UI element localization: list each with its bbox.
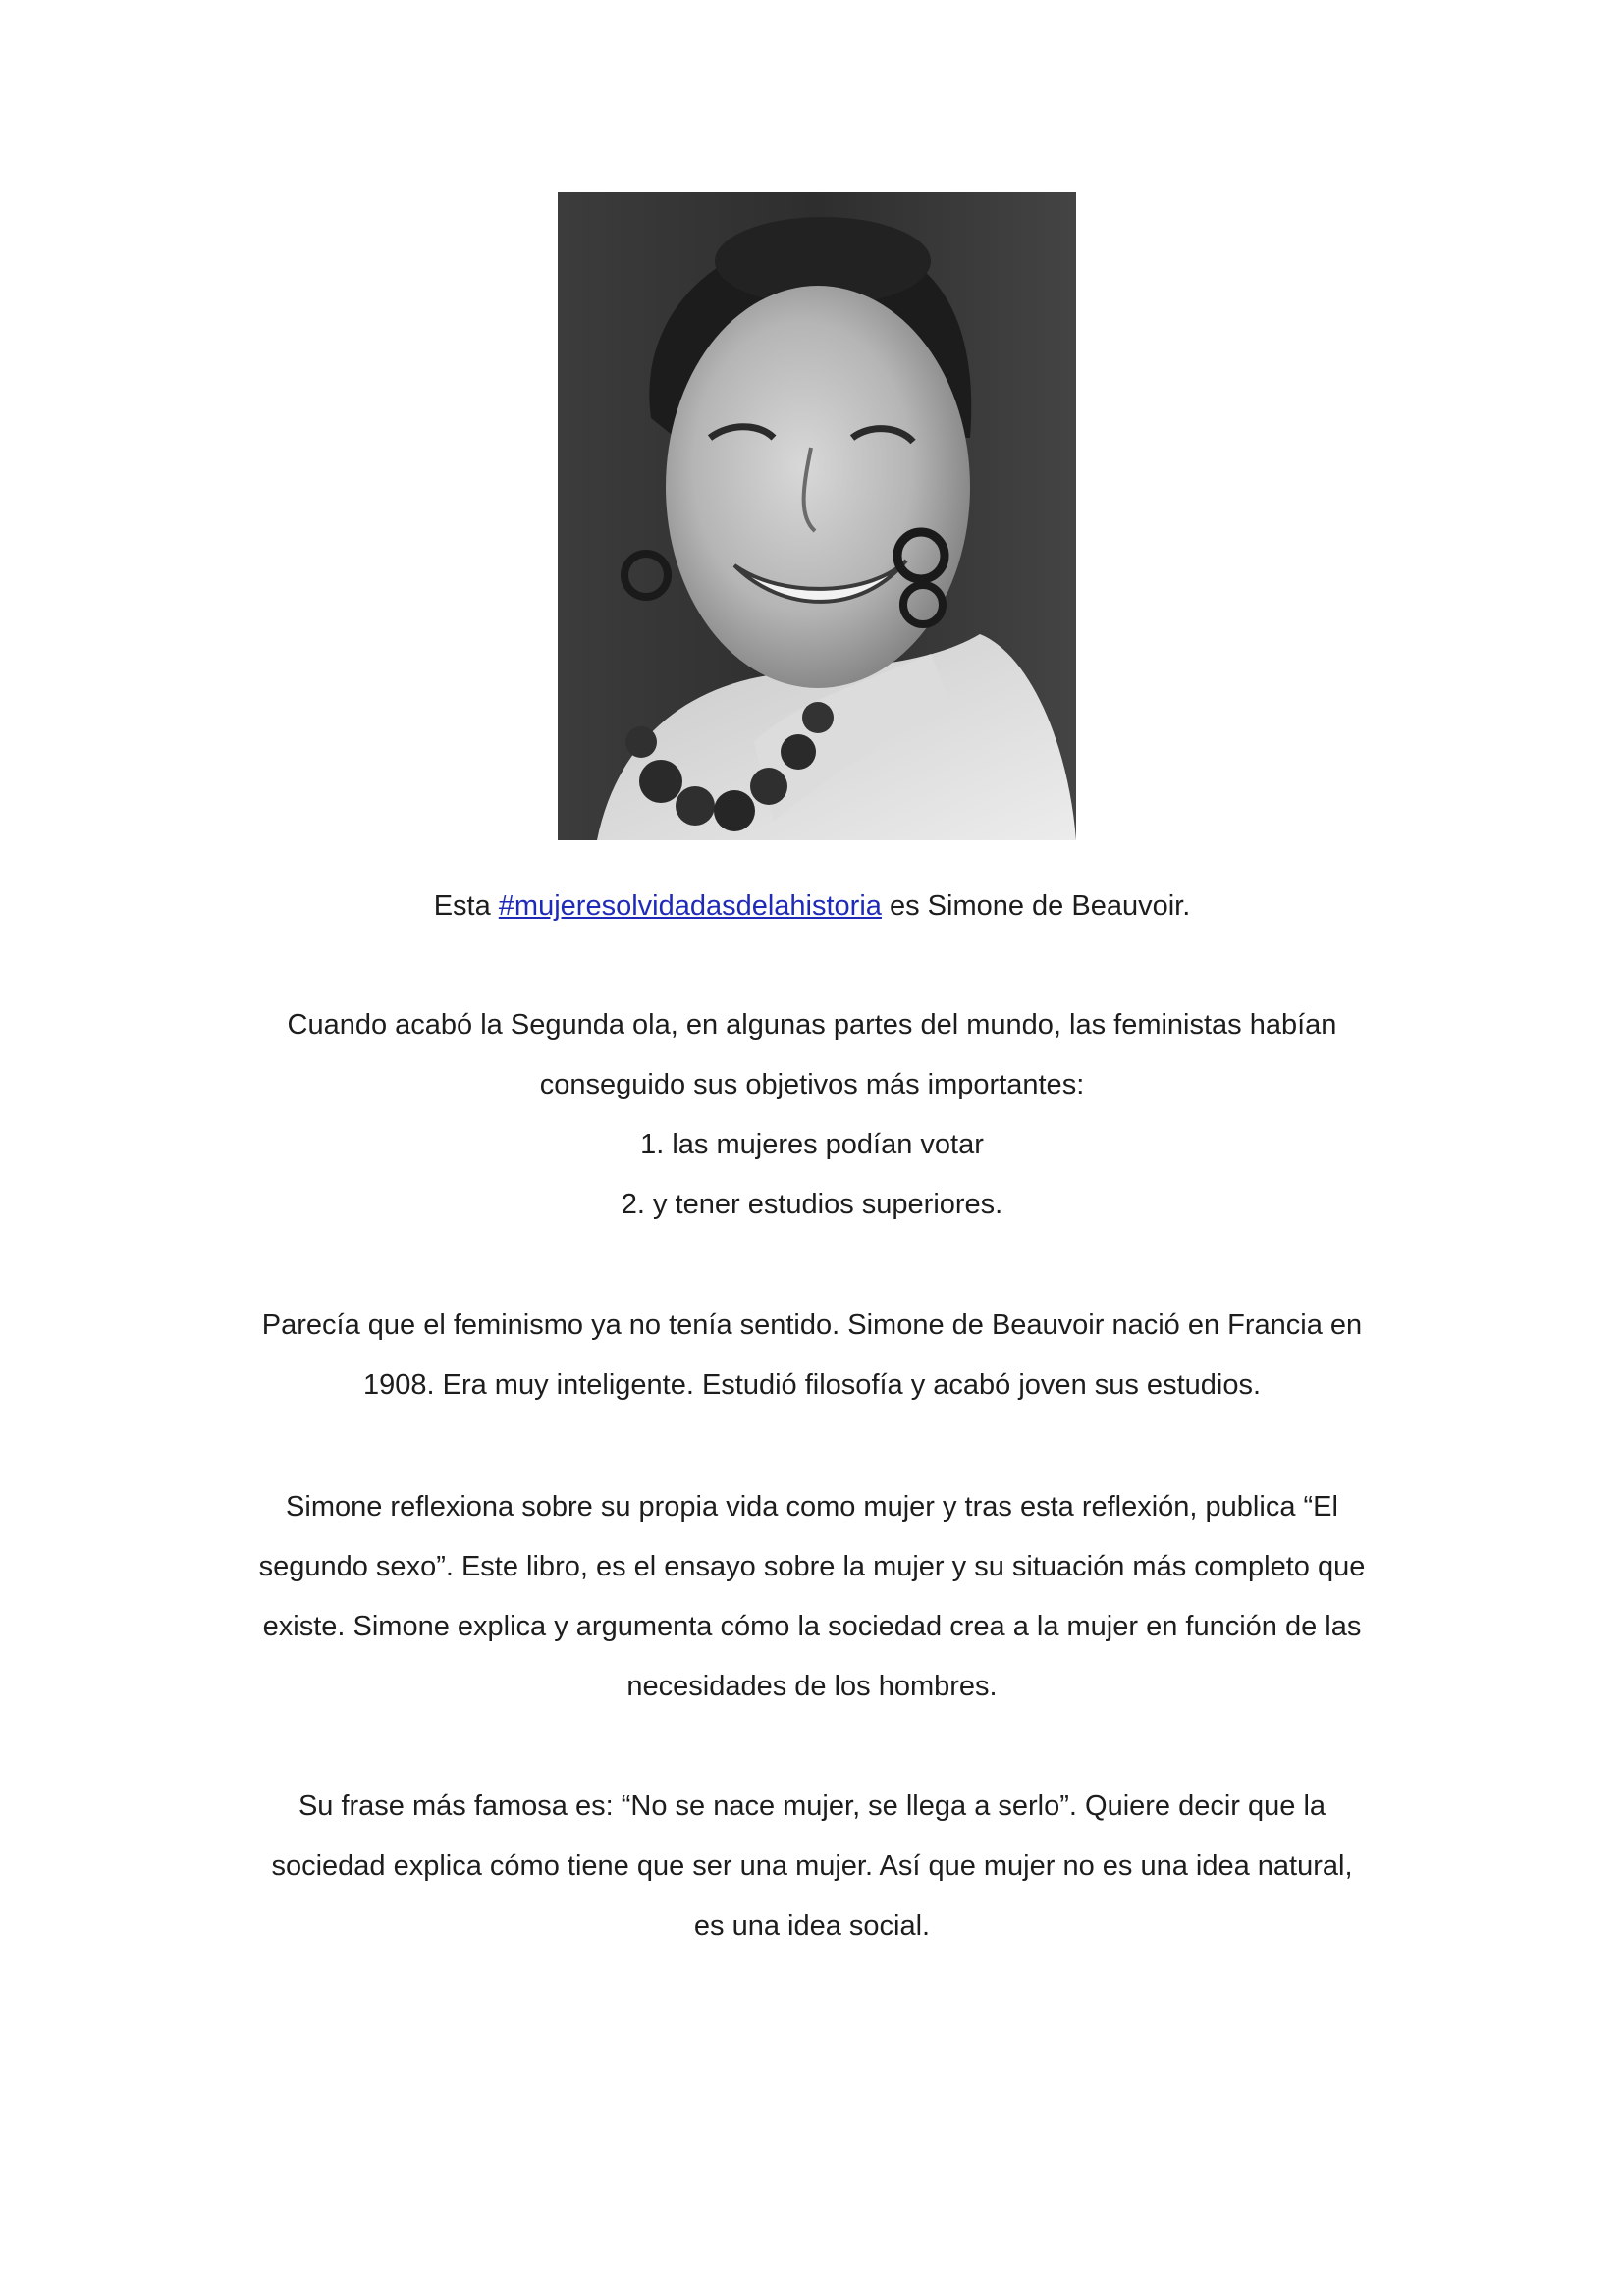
paragraph-line: necesidades de los hombres. — [626, 1671, 998, 1702]
paragraph-line: Simone reflexiona sobre su propia vida como mujer y tras esta reflexión, publica “El — [286, 1491, 1338, 1522]
paragraph-line: Cuando acabó la Segunda ola, en algunas partes del mundo, las feministas habían — [287, 1009, 1337, 1041]
intro-line — [196, 877, 1428, 936]
list-item: 2. y tener estudios superiores. — [621, 1189, 1003, 1220]
paragraph-line: conseguido sus objetivos más importantes: — [539, 1069, 1085, 1100]
paragraph-line: segundo sexo”. Este libro, es el ensayo sobre la mujer y su situación más completo que — [258, 1551, 1366, 1582]
portrait-photo — [558, 192, 1076, 840]
list-item: 1. las mujeres podían votar — [640, 1129, 984, 1160]
paragraph-line: existe. Simone explica y argumenta cómo la sociedad crea a la mujer en función de las — [262, 1611, 1362, 1642]
intro-paragraph — [196, 877, 1428, 936]
paragraph-segundo-sexo — [196, 1477, 1428, 1717]
paragraph-line: 1908. Era muy inteligente. Estudió filosofía y acabó joven sus estudios. — [362, 1369, 1262, 1401]
intro-prefix: Esta — [433, 890, 499, 922]
paragraph-line: es una idea social. — [693, 1910, 931, 1942]
paragraph-segunda-ola — [196, 995, 1428, 1235]
paragraph-biography — [196, 1296, 1428, 1415]
paragraph-line: Su frase más famosa es: “No se nace mujer, se llega a serlo”. Quiere decir que la — [298, 1790, 1326, 1822]
paragraph-line: Parecía que el feminismo ya no tenía sentido. Simone de Beauvoir nació en Francia en — [261, 1309, 1363, 1341]
paragraph-line: sociedad explica cómo tiene que ser una mujer. Así que mujer no es una idea natural, — [271, 1850, 1353, 1882]
paragraph-famous-quote — [196, 1777, 1428, 1956]
intro-suffix: es Simone de Beauvoir. — [881, 890, 1191, 922]
hashtag-link[interactable]: #mujeresolvidadasdelahistoria — [498, 890, 882, 922]
